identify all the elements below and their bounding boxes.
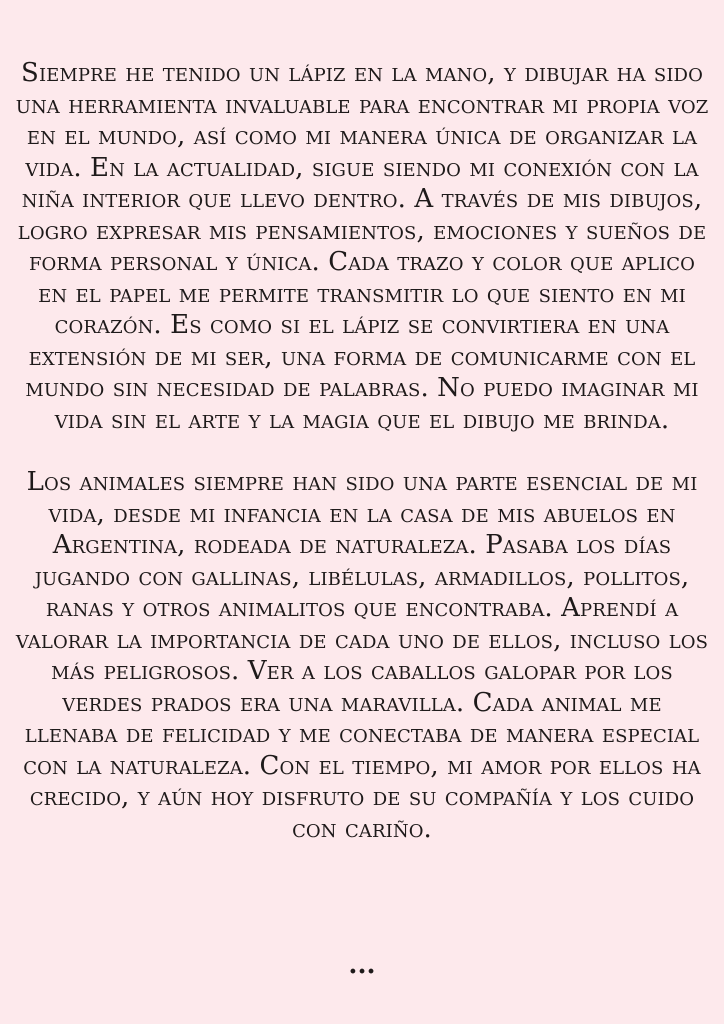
continuation-ellipsis: ... [348,950,376,980]
paragraph-drawing: Siempre he tenido un lápiz en la mano, y dibujar ha sido una herramienta invaluable para encontrar mi propia voz en el mundo, así como mi manera única de organizar la vida. En la actualidad, sigue siendo mi conexión con la niña interior que llevo dentro. A través de mis dibujos, logro expresar mis pensamientos, emociones y sueños de forma personal y única. Cada trazo y color que aplico en el papel me permite transmitir lo que siento en mi corazón. Es como si el lápiz se convirtiera en una extensión de mi ser, una forma de comunicarme con el mundo sin necesidad de palabras. No puedo imaginar mi vida sin el arte y la magia que el dibujo me brinda. [15,58,709,435]
paragraph-animals: Los animales siempre han sido una parte esencial de mi vida, desde mi infancia en la casa de mis abuelos en Argentina, rodeada de naturaleza. Pasaba los días jugando con gallinas, libélulas, armadillos, pollitos, ranas y otros animalitos que encontraba. Aprendí a valorar la importancia de cada uno de ellos, incluso los más peligrosos. Ver a los caballos galopar por los verdes prados era una maravilla. Cada animal me llenaba de felicidad y me conectaba de manera especial con la naturaleza. Con el tiempo, mi amor por ellos ha crecido, y aún hoy disfruto de su compañía y los cuido con cariño. [15,467,709,844]
